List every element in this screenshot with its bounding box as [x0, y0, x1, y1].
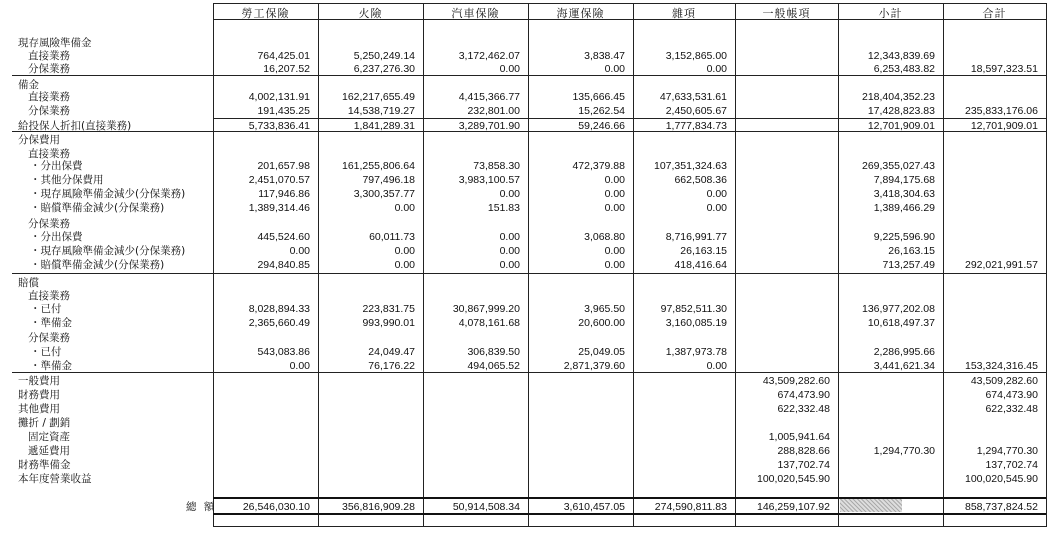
- table-cell-value: 3,068.80: [584, 231, 625, 243]
- table-cell-value: 1,841,289.31: [353, 120, 415, 132]
- row-label: 本年度營業收益: [18, 473, 92, 485]
- total-value: 50,914,508.34: [452, 501, 520, 513]
- table-cell-value: 2,451,070.57: [248, 174, 310, 186]
- table-cell-value: 7,894,175.68: [873, 174, 935, 186]
- table-cell-value: 6,253,483.82: [873, 63, 935, 75]
- table-cell-value: 1,294,770.30: [976, 445, 1038, 457]
- row-label: 其他費用: [18, 403, 60, 415]
- row-label: ・現存風險準備金減少(分保業務): [30, 188, 186, 200]
- table-cell-value: 1,005,941.64: [768, 431, 830, 443]
- table-cell-value: 12,701,909.01: [970, 120, 1038, 132]
- row-label: 給投保人折扣(直接業務): [18, 120, 132, 132]
- row-label: ・分出保費: [30, 160, 83, 172]
- row-label: 財務準備金: [18, 459, 71, 471]
- section-rule: [12, 273, 1046, 274]
- total-value: 356,816,909.28: [342, 501, 415, 513]
- table-cell-value: 0.00: [604, 174, 625, 186]
- row-label: ・賠償準備金減少(分保業務): [30, 259, 165, 271]
- row-label: 賠償: [18, 277, 39, 289]
- table-cell-value: 151.83: [487, 202, 520, 214]
- row-label: 備金: [18, 79, 39, 91]
- row-label: 分保業務: [28, 332, 70, 344]
- section-rule: [12, 372, 1046, 373]
- column-header: 汽車保險: [451, 7, 500, 20]
- table-cell-value: 26,163.15: [680, 245, 727, 257]
- table-cell-value: 59,246.66: [578, 120, 625, 132]
- table-cell-value: 4,002,131.91: [248, 91, 310, 103]
- table-cell-value: 1,389,466.29: [873, 202, 935, 214]
- total-row-bottom-rule: [213, 513, 1046, 515]
- table-cell-value: 0.00: [604, 188, 625, 200]
- total-value: 26,546,030.10: [242, 501, 310, 513]
- table-cell-value: 0.00: [289, 360, 310, 372]
- row-label: ・現存風險準備金減少(分保業務): [30, 245, 186, 257]
- table-cell-value: 0.00: [706, 202, 727, 214]
- total-row-label: 總 額: [186, 501, 217, 513]
- table-cell-value: 418,416.64: [674, 259, 727, 271]
- total-value: 274,590,811.83: [654, 501, 727, 513]
- row-label: ・準備金: [30, 317, 72, 329]
- table-cell-value: 20,600.00: [578, 317, 625, 329]
- column-header: 一般帳項: [762, 7, 811, 20]
- row-label: 一般費用: [18, 375, 60, 387]
- row-label: 直接業務: [28, 50, 70, 62]
- row-label: 財務費用: [18, 389, 60, 401]
- table-cell-value: 12,701,909.01: [867, 120, 935, 132]
- table-cell-value: 5,250,249.14: [353, 50, 415, 62]
- table-cell-value: 543,083.86: [257, 346, 310, 358]
- table-cell-value: 622,332.48: [985, 403, 1038, 415]
- table-cell-value: 60,011.73: [369, 231, 415, 243]
- table-cell-value: 1,387,973.78: [665, 346, 727, 358]
- table-cell-value: 3,983,100.57: [458, 174, 520, 186]
- table-cell-value: 674,473.90: [985, 389, 1038, 401]
- table-cell-value: 26,163.15: [888, 245, 935, 257]
- table-cell-value: 201,657.98: [257, 160, 310, 172]
- table-cell-value: 223,831.75: [362, 303, 415, 315]
- table-cell-value: 8,028,894.33: [248, 303, 310, 315]
- row-label: ・已付: [30, 346, 62, 358]
- row-label: 現存風險準備金: [18, 37, 92, 49]
- table-cell-value: 153,324,316.45: [965, 360, 1038, 372]
- table-cell-value: 0.00: [289, 245, 310, 257]
- table-cell-value: 14,538,719.27: [347, 105, 415, 117]
- row-label: 攤折 / 劃銷: [18, 417, 71, 429]
- table-cell-value: 6,237,276.30: [353, 63, 415, 75]
- table-cell-value: 73,858.30: [473, 160, 520, 172]
- column-header: 小計: [878, 7, 903, 20]
- table-cell-value: 76,176.22: [368, 360, 415, 372]
- table-cell-value: 24,049.47: [368, 346, 415, 358]
- table-cell-value: 47,633,531.61: [659, 91, 727, 103]
- table-cell-value: 137,702.74: [985, 459, 1038, 471]
- row-label: 直接業務: [28, 148, 70, 160]
- table-cell-value: 100,020,545.90: [757, 473, 830, 485]
- table-cell-value: 3,838.47: [584, 50, 625, 62]
- table-bottom-rule: [213, 526, 1046, 527]
- table-cell-value: 17,428,823.83: [867, 105, 935, 117]
- table-cell-value: 137,702.74: [777, 459, 830, 471]
- table-cell-value: 4,078,161.68: [458, 317, 520, 329]
- table-cell-value: 3,172,462.07: [458, 50, 520, 62]
- table-cell-value: 1,294,770.30: [873, 445, 935, 457]
- table-cell-value: 2,286,995.66: [873, 346, 935, 358]
- table-cell-value: 472,379.88: [572, 160, 625, 172]
- table-cell-value: 0.00: [706, 188, 727, 200]
- table-cell-value: 0.00: [499, 63, 520, 75]
- table-cell-value: 674,473.90: [777, 389, 830, 401]
- table-cell-value: 0.00: [604, 245, 625, 257]
- table-cell-value: 0.00: [706, 63, 727, 75]
- row-label: 固定資產: [28, 431, 70, 443]
- column-header: 合計: [982, 7, 1007, 20]
- row-label: 分保業務: [28, 105, 70, 117]
- table-cell-value: 0.00: [394, 202, 415, 214]
- column-header: 海運保險: [556, 7, 605, 20]
- table-cell-value: 1,389,314.46: [248, 202, 310, 214]
- table-cell-value: 0.00: [604, 63, 625, 75]
- table-cell-value: 218,404,352.23: [862, 91, 935, 103]
- row-label: 分保費用: [18, 134, 60, 146]
- table-cell-value: 191,435.25: [257, 105, 310, 117]
- section-rule: [12, 75, 1046, 76]
- table-cell-value: 100,020,545.90: [965, 473, 1038, 485]
- table-cell-value: 8,716,991.77: [665, 231, 727, 243]
- table-cell-value: 117,946.86: [258, 188, 310, 200]
- row-label: ・其他分保費用: [30, 174, 104, 186]
- table-cell-value: 0.00: [499, 231, 520, 243]
- table-cell-value: 16,207.52: [263, 63, 310, 75]
- table-cell-value: 5,733,836.41: [248, 120, 310, 132]
- total-value: 3,610,457.05: [563, 501, 625, 513]
- table-cell-value: 162,217,655.49: [342, 91, 415, 103]
- table-cell-value: 135,666.45: [572, 91, 625, 103]
- table-cell-value: 107,351,324.63: [654, 160, 727, 172]
- table-cell-value: 0.00: [499, 245, 520, 257]
- table-cell-value: 25,049.05: [578, 346, 625, 358]
- table-cell-value: 622,332.48: [777, 403, 830, 415]
- table-cell-value: 1,777,834.73: [665, 120, 727, 132]
- table-cell-value: 43,509,282.60: [970, 375, 1038, 387]
- shaded-cell: [840, 499, 902, 512]
- table-cell-value: 235,833,176.06: [965, 105, 1038, 117]
- table-cell-value: 269,355,027.43: [862, 160, 935, 172]
- row-label: 直接業務: [28, 91, 70, 103]
- column-header: 雜項: [672, 7, 696, 20]
- table-cell-value: 288,828.66: [777, 445, 830, 457]
- header-top-rule: [213, 3, 1046, 4]
- table-cell-value: 4,415,366.77: [458, 91, 520, 103]
- table-cell-value: 2,871,379.60: [563, 360, 625, 372]
- table-cell-value: 2,365,660.49: [248, 317, 310, 329]
- table-cell-value: 294,840.85: [257, 259, 310, 271]
- row-label: ・準備金: [30, 360, 72, 372]
- table-cell-value: 2,450,605.67: [665, 105, 727, 117]
- table-cell-value: 3,289,701.90: [458, 120, 520, 132]
- total-value: 858,737,824.52: [965, 501, 1038, 513]
- table-cell-value: 43,509,282.60: [762, 375, 830, 387]
- table-cell-value: 161,255,806.64: [342, 160, 415, 172]
- table-cell-value: 0.00: [394, 259, 415, 271]
- table-cell-value: 10,618,497.37: [867, 317, 935, 329]
- table-cell-value: 0.00: [499, 259, 520, 271]
- table-cell-value: 0.00: [604, 202, 625, 214]
- table-cell-value: 9,225,596.90: [873, 231, 935, 243]
- section-rule: [213, 118, 1046, 119]
- table-cell-value: 0.00: [394, 245, 415, 257]
- table-cell-value: 3,160,085.19: [665, 317, 727, 329]
- table-cell-value: 97,852,511.30: [660, 303, 727, 315]
- row-label: 分保業務: [28, 218, 70, 230]
- row-label: ・賠償準備金減少(分保業務): [30, 202, 165, 214]
- table-cell-value: 797,496.18: [362, 174, 415, 186]
- table-cell-value: 30,867,999.20: [452, 303, 520, 315]
- table-cell-value: 292,021,991.57: [965, 259, 1038, 271]
- table-cell-value: 0.00: [706, 360, 727, 372]
- table-cell-value: 12,343,839.69: [867, 50, 935, 62]
- table-cell-value: 3,152,865.00: [665, 50, 727, 62]
- table-cell-value: 232,801.00: [467, 105, 520, 117]
- table-cell-value: 3,441,621.34: [873, 360, 935, 372]
- table-cell-value: 136,977,202.08: [862, 303, 935, 315]
- column-header: 火險: [358, 7, 383, 20]
- total-value: 146,259,107.92: [757, 501, 830, 513]
- table-cell-value: 764,425.01: [257, 50, 310, 62]
- table-cell-value: 15,262.54: [578, 105, 625, 117]
- table-cell-value: 3,418,304.63: [873, 188, 935, 200]
- table-cell-value: 3,965.50: [584, 303, 625, 315]
- table-cell-value: 0.00: [604, 259, 625, 271]
- table-cell-value: 18,597,323.51: [970, 63, 1038, 75]
- column-divider: [1046, 3, 1047, 527]
- row-label: 分保業務: [28, 63, 70, 75]
- table-cell-value: 0.00: [499, 188, 520, 200]
- row-label: 遞延費用: [28, 445, 70, 457]
- row-label: ・分出保費: [30, 231, 83, 243]
- table-cell-value: 662,508.36: [674, 174, 727, 186]
- column-header: 勞工保險: [241, 7, 290, 20]
- table-cell-value: 713,257.49: [882, 259, 935, 271]
- total-row-top-rule: [213, 497, 1046, 499]
- table-cell-value: 445,524.60: [257, 231, 310, 243]
- row-label: ・已付: [30, 303, 62, 315]
- table-cell-value: 494,065.52: [467, 360, 520, 372]
- table-cell-value: 306,839.50: [467, 346, 520, 358]
- row-label: 直接業務: [28, 290, 70, 302]
- table-cell-value: 3,300,357.77: [353, 188, 415, 200]
- table-cell-value: 993,990.01: [362, 317, 415, 329]
